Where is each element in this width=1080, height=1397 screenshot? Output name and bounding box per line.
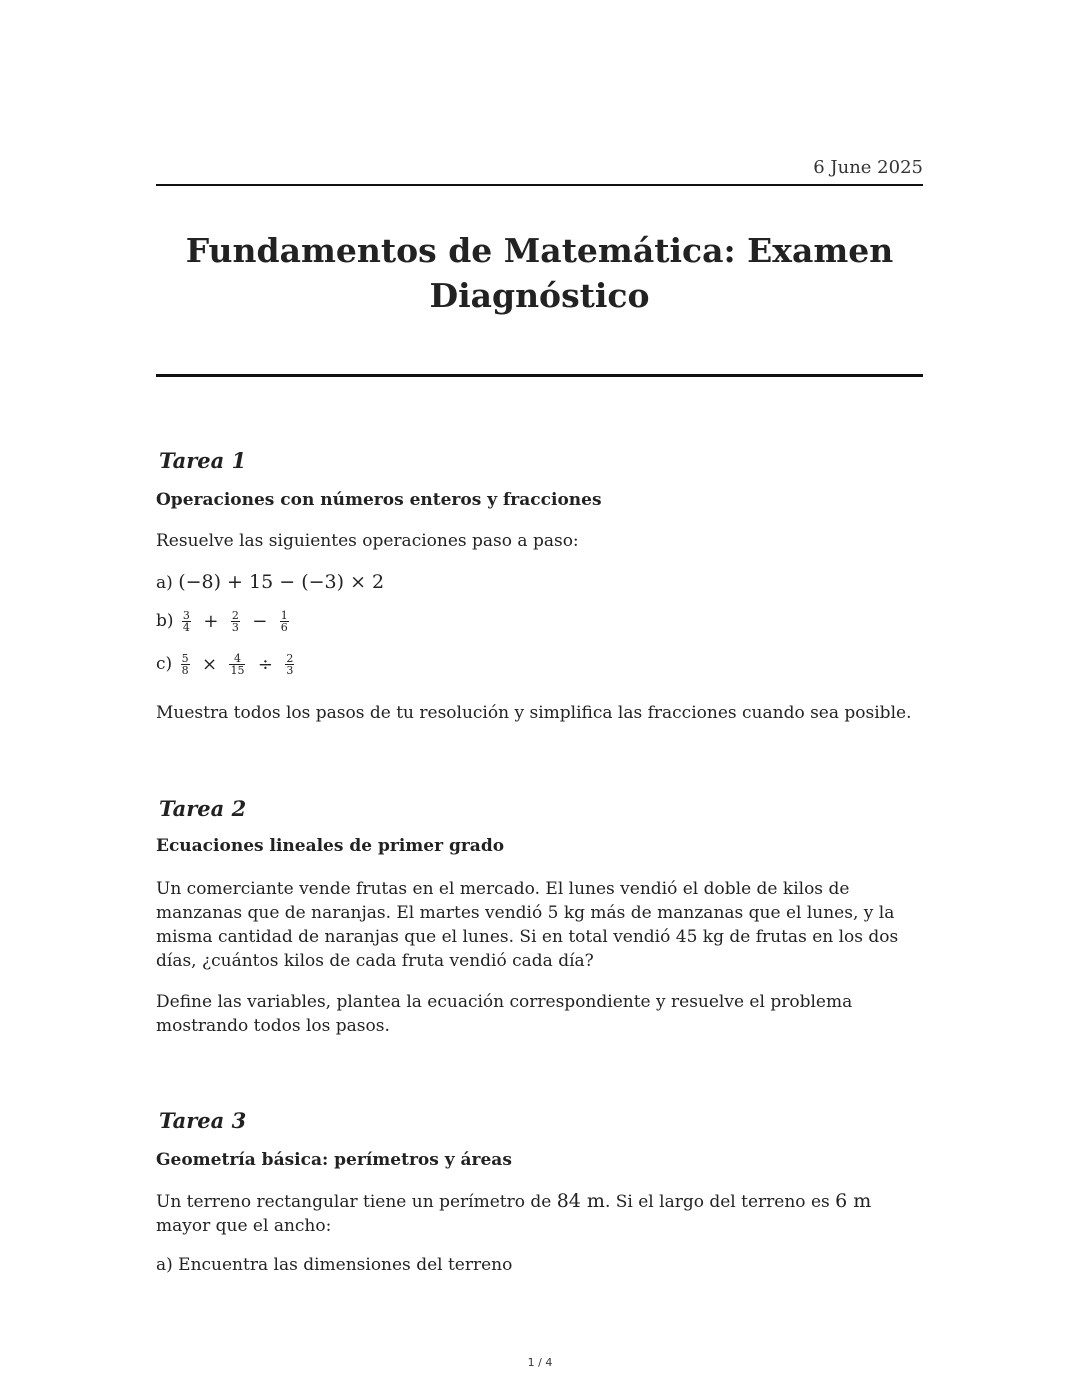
fraction-2-3: $\frac{2}{3}$ — [231, 609, 239, 634]
task3-item-a: a) Encuentra las dimensiones del terreno — [156, 1255, 513, 1275]
times-operator: × — [201, 654, 218, 675]
task3-title: Tarea 3 — [159, 1108, 247, 1133]
difference-value: 6 m — [835, 1190, 872, 1212]
task2-title: Tarea 2 — [159, 796, 247, 821]
task1-item-b — [156, 610, 292, 633]
item-c-label: c) — [156, 654, 173, 674]
task1-item-a — [156, 571, 384, 593]
task1-title: Tarea 1 — [159, 448, 247, 473]
task3-paragraph: Un terreno rectangular tiene un perímetro de 84 m. Si el largo del terreno es 6 m mayor que el ancho: — [156, 1190, 872, 1236]
task3-subtitle: Geometría básica: perímetros y áreas — [156, 1150, 512, 1170]
fraction-2-3b: $\frac{2}{3}$ — [286, 652, 294, 677]
perimeter-value: 84 m — [556, 1190, 605, 1212]
document-title — [156, 228, 923, 318]
minus-operator: − — [252, 611, 268, 632]
page-number: 1 / 4 — [527, 1356, 553, 1369]
fraction-3-4: $\frac{3}{4}$ — [182, 609, 190, 634]
task2-paragraph-1: Un comerciante vende frutas en el mercado. El lunes vendió el doble de kilos de manzanas que de naranjas. El martes vendió 5 kg más de manzanas que el lunes, y la misma cantidad de naranjas que el lunes. Si en total vendió 45 kg de frutas en los dos días, ¿cuántos kilos de cada fruta vendió cada día? — [156, 879, 899, 971]
task1-item-c — [156, 653, 297, 676]
task1-subtitle: Operaciones con números enteros y fracciones — [156, 490, 602, 510]
title-divider — [156, 374, 923, 377]
task1-intro: Resuelve las siguientes operaciones paso a paso: — [156, 531, 579, 551]
task2-subtitle: Ecuaciones lineales de primer grado — [156, 836, 505, 856]
document-page — [156, 0, 923, 1397]
task2-paragraph-2: Define las variables, plantea la ecuación correspondiente y resuelve el problema mostrando todos los pasos. — [156, 992, 853, 1036]
title-line-1: Fundamentos de Matemática: Examen — [185, 231, 894, 270]
item-a-expression: (−8) + 15 − (−3) × 2 — [178, 571, 385, 593]
document-date: 6 June 2025 — [813, 157, 923, 178]
item-b-label: b) — [156, 611, 174, 631]
item-a-label: a) — [156, 573, 173, 593]
header-divider — [156, 184, 923, 186]
divide-operator: ÷ — [257, 654, 273, 675]
task1-closing: Muestra todos los pasos de tu resolución y simplifica las fracciones cuando sea posible. — [156, 703, 912, 723]
fraction-4-15: $\frac{4}{15}$ — [230, 652, 245, 677]
title-line-2: Diagnóstico — [429, 276, 650, 315]
fraction-1-6: $\frac{1}{6}$ — [280, 609, 288, 634]
plus-operator: + — [203, 611, 219, 632]
fraction-5-8: $\frac{5}{8}$ — [181, 652, 189, 677]
